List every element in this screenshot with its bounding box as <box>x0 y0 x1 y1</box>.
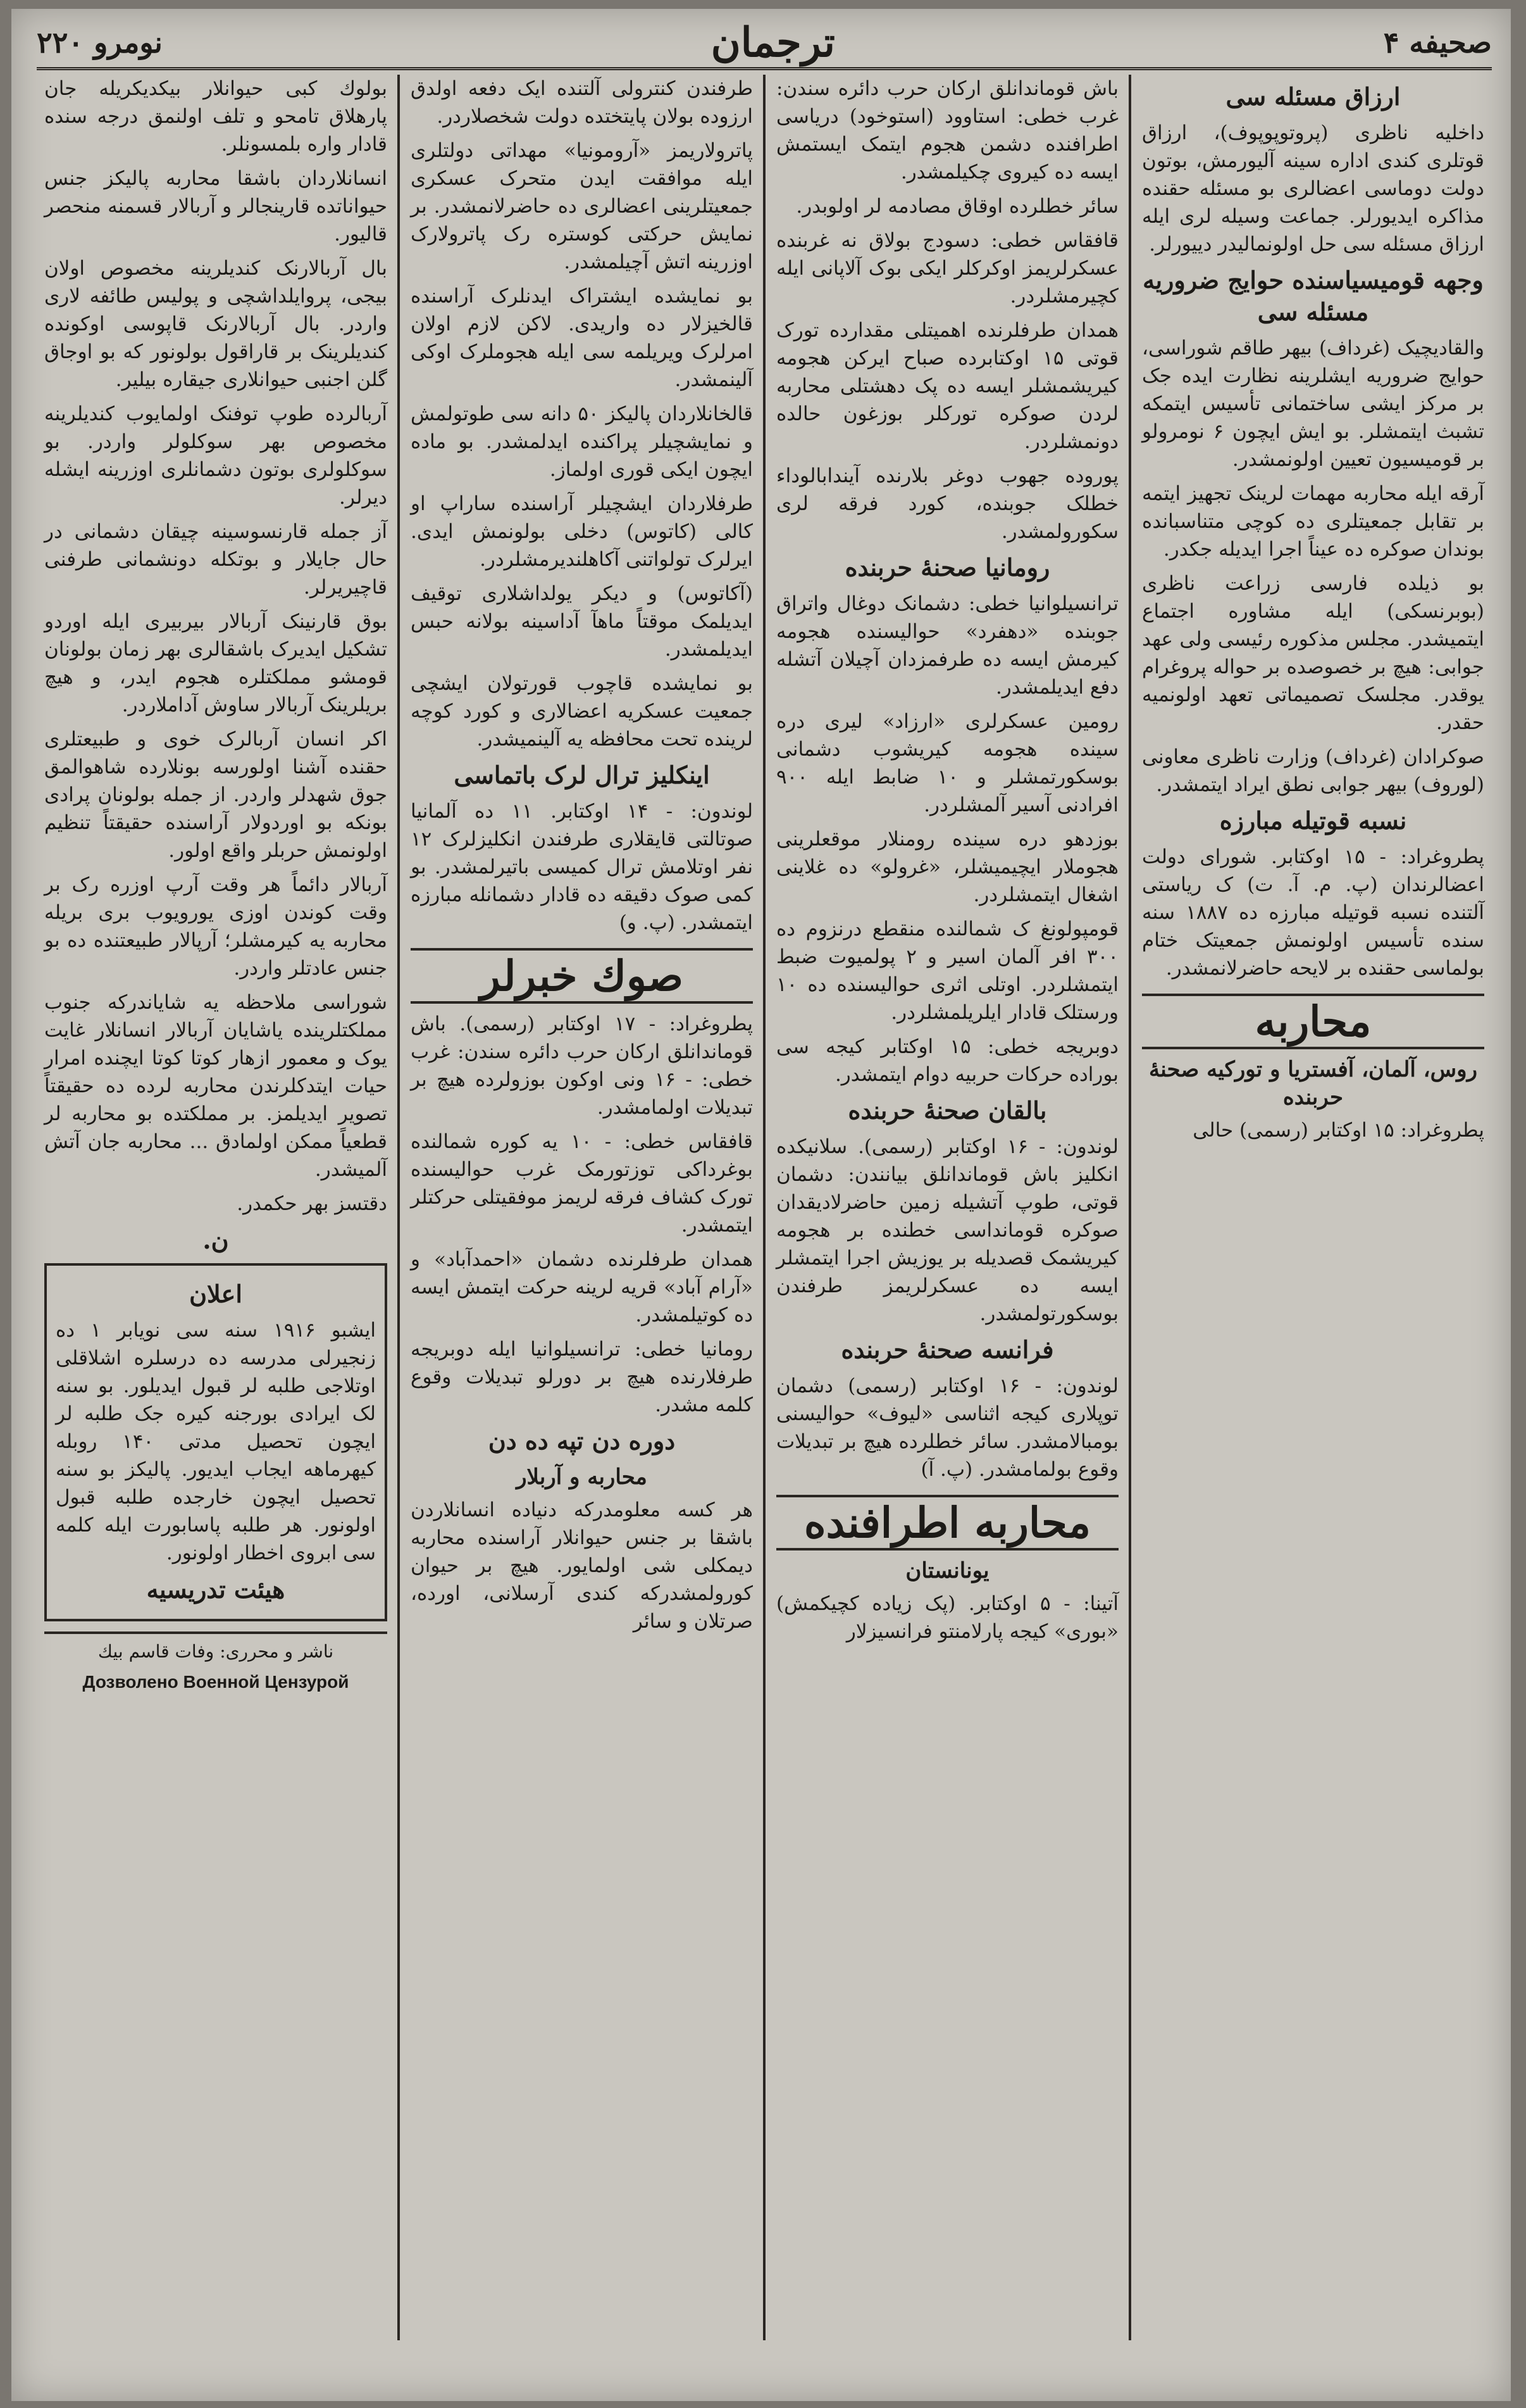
article-paragraph: آربالرده طوپ توفنک اولمایوب کندیلرینه مخصوص بهر سوکلولر واردر. بو سوکلولری بوتون دشمانلری اوزرینه ایشله دیرلر. <box>44 402 387 509</box>
article-paragraph: پطروغراد: - ۱۵ اوکتابر. شورای دولت اعضالرندان (پ. م. آ. ت) ک ریاستی آلتنده نسبه قوتیله مبارزه ده ۱۸۸۷ سنه سنده تأسیس اولونمش جمعیتک ختام بولماسی حقنده بر لایحه حاضرلانمشدر. <box>1142 845 1484 980</box>
column-divider <box>763 75 766 2340</box>
article-paragraph: دقتسز بهر حکمدر. <box>237 1192 387 1215</box>
heading-around-war: محاربه اطرافنده <box>776 1495 1119 1550</box>
article-paragraph: بوق قارنینک آربالار بیربیری ایله اوردو تشکیل ایدیرک باشقالری بهر زمان بولونان قومشو مملکتلره هجوم ایدر، و هیچ بریلرینک آربالار ساوش آداملاردر. <box>44 610 387 716</box>
page-number: صحیفه ۴ <box>1383 25 1492 59</box>
article-paragraph: هر کسه معلومدرکه دنیاده انسانلاردن باشقا بر جنس حیوانلار آراسنده محاربه دیمکلی شی اولمایور. هیچ بر حیوان کورولمشدرکه کندی آرسلانی، اورده، صرتلان و سائر <box>411 1499 753 1633</box>
article-paragraph: طرفندن کنترولی آلتنده ایک دفعه اولدق ارزوده بولان پایتختده دولت شخصلاردر. <box>411 77 753 128</box>
issue-number: نومرو ۲۲۰ <box>37 25 163 59</box>
newspaper-title: ترجمان <box>710 18 835 66</box>
heading-here-and-there: دوره دن تپه ده دن <box>488 1426 676 1455</box>
newspaper-page <box>11 9 1511 2401</box>
article-paragraph: پطروغراد: - ۱۷ اوکتابر (رسمی). باش قوماندانلق ارکان حرب دائره سندن: غرب خطی: - ۱۶ ونی اوکون بوزولرده هیچ بر تبدیلات اولمامشدر. <box>411 1013 753 1119</box>
heading-latest-news: صوك خبرلر <box>411 948 753 1004</box>
article-paragraph: بال آربالارنک کندیلرینه مخصوص اولان بیجی، پروایلداشچی و پولیس طائفه لاری واردر. بال آربالارنک قاپوسی اوکونده کندیلرینک بر قاراقول بولونور که بو اوجاق گلن اجنبی حیوانلاری جیقاره بیلیر. <box>44 257 387 391</box>
article-paragraph: شوراسی ملاحظه یه شایاندرکه جنوب مملکتلرینده یاشایان آربالار انسانلار غایت یوک و معمور ازهار کوتا کوتا ایچنده امرار حیات ایتدکلرندن محاربه لرده ده حقیقتاً تصویر ایدیلمز. بر مملکتده بو محاربه لر قطعیاً ممکن اولمادق ... محاربه جان آتش آلمیشدر. <box>44 991 387 1181</box>
article-paragraph: بولوك کبی حیوانلار بیکدیکریله جان پارهلاق تامحو و تلف اولنمق درجه سنده قادار واره بلمسونلر. <box>44 77 387 156</box>
article-paragraph: باش قوماندانلق ارکان حرب دائره سندن: غرب خطی: استاوود (استوخود) دریاسی اطرافنده دشمن هجوم ایتمک ایستمش ایسه ده کیروی چکیلمشدر. <box>776 77 1119 184</box>
column-3 <box>403 75 760 2340</box>
article-paragraph: پوروده جهوب دوغر بلارنده آیندابالوداء خطلک جوبنده، کورد فرقه لری سکورولمشدر. <box>776 465 1119 543</box>
censorship-stamp: Дозволено Военной Цензурой <box>82 1672 349 1692</box>
article-paragraph: (آکاتوس) و دیکر یولداشلاری توقیف ایدیلمک موقتاً ماهآ آداسینه بولانه حبس ایدیلمشدر. <box>411 582 753 661</box>
article-paragraph: لوندون: - ۱۶ اوکتابر (رسمی) دشمان توپلاری کیجه اثناسی «لیوف» حوالیسنی بومبالامشدر. سائر خطلرده هیچ بر تبدیلات وقوع بولمامشدر. (پ. آ) <box>776 1375 1119 1481</box>
imprint-line: ناشر و محرری: وفات قاسم بیك <box>44 1631 387 1664</box>
heading-france-front: فرانسه صحنهٔ حربنده <box>841 1335 1054 1364</box>
article-paragraph: لوندون: - ۱۶ اوکتابر (رسمی). سلانیکده انکلیز باش قوماندانلق بیانندن: دشمان قوتی، طوپ آتشیله زمین حاضرلادیقدان صوکره قومانداسی خطنده بر هجومه کیریشمک قصدیله بر یوزیش اجرا ایتمشلر ایسه ده عسکرلریمز طرفندن بوسکورتولمشدر. <box>776 1135 1119 1325</box>
author-signature: ن. <box>202 1226 229 1254</box>
heading-alcohol: نسبه قوتیله مبارزه <box>1219 806 1407 835</box>
column-divider <box>397 75 400 2340</box>
article-paragraph: صوکرادان (غرداف) وزارت ناظری معاونی (لوروف) بیهر جوابی نطق ایراد ایتمشدر. <box>1142 745 1484 796</box>
heading-war: محاربه <box>1142 994 1484 1049</box>
article-paragraph: همدان طرفلرنده اهمیتلی مقدارده تورک قوتی ۱۵ اوکتابرده صباح ایرکن هجومه کیریشمشلر ایسه ده پک دهشتلی محاربه لردن صوکره تورکلر بوزغون حالده دونمشلردر. <box>776 319 1119 453</box>
article-paragraph: آز جمله قارنسوسینه چیقان دشمانی در حال جایلار و بوتکله دونشمانی طرفنی قاچیریرلر. <box>44 520 387 599</box>
notice-title: اعلان <box>189 1280 242 1308</box>
heading-romania-front: رومانیا صحنهٔ حربنده <box>845 553 1050 582</box>
article-paragraph: آتینا: - ۵ اوکتابر. (پک زیاده کچیکمش) «بوری» کیجه پارلامنتو فرانسیزلار <box>776 1592 1119 1643</box>
article-paragraph: اکر انسان آربالرک خوی و طبیعتلری حقنده آشنا اولورسه بونلارده شاهوالمق جوق شهدلر واردر. از جمله بولونان پرادی بونکه بو اوردولار آراسنده حقیقتاً تنظیم اولونمش حربلر واقع اولور. <box>44 728 387 862</box>
notice-body: ایشبو ۱۹۱۶ سنه سی نویابر ۱ ده زنجیرلی مدرسه ده درسلره اشلاقلی اوتلاجی طلبه لر قبول ایدیلور. بو سنه لک ایرادی بورجنه کیره جک طلبه لر ایچون تحصیل مدتی ۱۴۰ روبله کیهرماهه ایجاب ایدیور. پالیکز بو سنه تحصیل ایچون خارجده طلبه قبول اولونور. هر طلبه پاسابورت ایله کلمه سی ابروی اخطار اولونور. <box>56 1319 376 1564</box>
heading-balkan-front: بالقان صحنهٔ حربنده <box>848 1096 1047 1125</box>
war-subheading: روس، آلمان، آفستریا و تورکیه صحنهٔ حربنده <box>1149 1057 1477 1110</box>
article-paragraph: بو نمایشده قاچوب قورتولان ایشچی جمعیت عسکریه اعضالاری و کورد کوچه لرینده تحت محافظه یه آلینمیشدر. <box>411 672 753 751</box>
subheading-greece: یونانستان <box>905 1558 989 1583</box>
article-paragraph: بو نمایشده ایشتراک ایدنلرک آراسنده قالخیزلار ده واریدی. لاکن لازم اولان امرلرک ویریلمه سی ایله هجوملرک اوکی آلینمشدر. <box>411 285 753 391</box>
article-paragraph: پطروغراد: ۱۵ اوکتابر (رسمی) حالی <box>1193 1119 1484 1142</box>
heading-trawlers: اینکلیز ترال لرک باتماسی <box>454 761 710 789</box>
article-paragraph: لوندون: - ۱۴ اوکتابر. ۱۱ ده آلمانیا صوتالتی قایقلاری طرفندن انکلیزلرک ۱۲ نفر اوتلامش ترال کمیسی باتیرلمشدر. بو کمی صوک دقیقه ده قادار دشمانله مبارزه ایتمشدر. (پ. و) <box>411 800 754 934</box>
column-4 <box>37 75 395 2340</box>
column-1 <box>1134 75 1492 2340</box>
article-paragraph: همدان طرفلرنده دشمان «احمدآباد» و «آرام آباد» قریه لرینه حرکت ایتمش ایسه ده کوتیلمشدر. <box>411 1248 753 1326</box>
column-divider <box>1129 75 1131 2340</box>
article-paragraph: قالخانلاردان پالیکز ۵۰ دانه سی طوتولمش و نمایشچیلر پراکنده ایدلمشدر. بو ماده ایچون ایکی قوری اولماز. <box>411 402 754 481</box>
article-paragraph: رومین عسکرلری «ارزاد» لیری دره سینده هجومه کیریشوب دشمانی بوسکورتمشلر و ۱۰ ضابط ایله ۹۰۰ افرادنی آسیر آلمشلردر. <box>776 710 1119 816</box>
article-paragraph: پاترولاریمز «آرومونیا» مهداتی دولتلری ایله موافقت ایدن متحرک عسکری جمعیتلرینی اعضالری ده حاضرلانمشدر. بر نمایش حرکتی کوستره رک پاترولارک اوزرینه اتش آچیلمشدر. <box>411 139 753 273</box>
article-paragraph: دوبریجه خطی: ۱۵ اوکتابر کیجه سی بوراده حرکات حربیه دوام ایتمشدر. <box>776 1035 1119 1086</box>
article-paragraph: داخلیه ناظری (پروتوپوپوف)، ارزاق قوتلری کندی اداره سینه آلیورمش، بوتون دولت دوماسی اعضالری بو مسئله حقنده مذاکره ایدیورلر. جماعت وسیله لری ایله ارزاق مسئله سی حل اولونمالیدر دییورلر. <box>1142 122 1484 256</box>
article-paragraph: رومانیا خطی: ترانسیلوانیا ایله دوبریجه طرفلارنده هیچ بر دورلو تبدیلات وقوع کلمه مشدر. <box>411 1338 753 1416</box>
article-paragraph: قافقاس خطی: - ۱۰ یه کوره شمالنده بوغرداکی توزتورمک غرب حوالیسنده تورک کشاف فرقه لریمز موفقیتلی حرکتلر ایتمشدر. <box>411 1130 754 1237</box>
notice-box <box>44 1263 387 1621</box>
subheading-bees: محاربه و آربلار <box>516 1464 647 1490</box>
article-paragraph: بو ذیلده فارسی زراعت ناظری (بوبرنسکی) ایله مشاوره اجتماع ایتمیشدر. مجلس مذکوره رئیسی ولی عهد جوابی: هیچ بر خصوصده بر حواله پروغرام یوقدر. مجلسک تصمیماتی تعهد اولونمیه حقدر. <box>1142 572 1484 734</box>
article-paragraph: آرقه ایله محاربه مهمات لرینک تجهیز ایتمه بر تقابل جمعیتلری ده کوچی متناسبانده بوندان صوکره ده عیناً اجرا ایدیله جکدر. <box>1142 482 1484 561</box>
article-paragraph: انسانلاردان باشقا محاربه پالیکز جنس حیواناتده قارینجالر و آربالار قسمنه منحصر قالیور. <box>44 167 387 246</box>
article-paragraph: سائر خطلرده اوقاق مصادمه لر اولوبدر. <box>796 195 1119 218</box>
article-paragraph: آربالار دائماً هر وقت آرپ اوزره رک بر وقت کوندن اوزی یورویوب بری بریله محاربه یه کیرمشلر؛ آرپالار طبیعتنده ده بو جنس عادتلر واردر. <box>44 873 387 980</box>
article-paragraph: طرفلاردان ایشچیلر آراسنده ساراپ او کالی (کاتوس) دخلی بولونمش ایدی. ایرلرک تولواتنی آکاهلندیرمشلردر. <box>411 492 753 571</box>
article-paragraph: والقادیچیک (غرداف) بیهر طاقم شوراسی، حوایج ضروریه ایشلرینه نظارت ایده جک بر مرکز ایشی ساختمانی تأسیس ایتمکه تشبث ایتمشلر. بو ایش ایچون ۶ نومرولو بر قومیسیون تعیین اولونمشدر. <box>1142 337 1484 471</box>
article-paragraph: قومپولونغ ک شمالنده منقطع درنزوم ده ۳۰۰ افر آلمان اسیر و ۲ پولمیوت ضبط ایتمشلردر. اوتلی اثری حوالیسنده ده ۱۰ ورستلک قادار ایلریلمشلردر. <box>776 918 1119 1024</box>
column-2 <box>769 75 1126 2340</box>
heading-provisions: ارزاق مسئله سی <box>1225 82 1401 111</box>
article-paragraph: ترانسیلوانیا خطی: دشمانک دوغال واتراق جوبنده «دهفرد» حوالیسنده هجومه کیرمش ایسه ده طرفمزدان آچیلان آتشله دفع ایدیلمشدر. <box>776 592 1119 699</box>
masthead <box>37 18 1492 70</box>
article-paragraph: قافقاس خطی: دسودج بولاق نه غربنده عسکرلریمز اوکرکلر ایکی بوک آلاپانی ایله کچیرمشلردر. <box>776 229 1119 308</box>
notice-signature: هیئت تدریسیه <box>146 1575 285 1604</box>
heading-commission: وجهه قومیسیاسنده حوایج ضروریه مسئله سی <box>1143 266 1484 326</box>
columns-container <box>37 75 1492 2340</box>
article-paragraph: بوزدهو دره سینده رومنلار موقعلرینی هجوملار ایچیمیشلر، «غرولو» ده غلاینی اشغال ایتمشلردر. <box>776 828 1119 906</box>
